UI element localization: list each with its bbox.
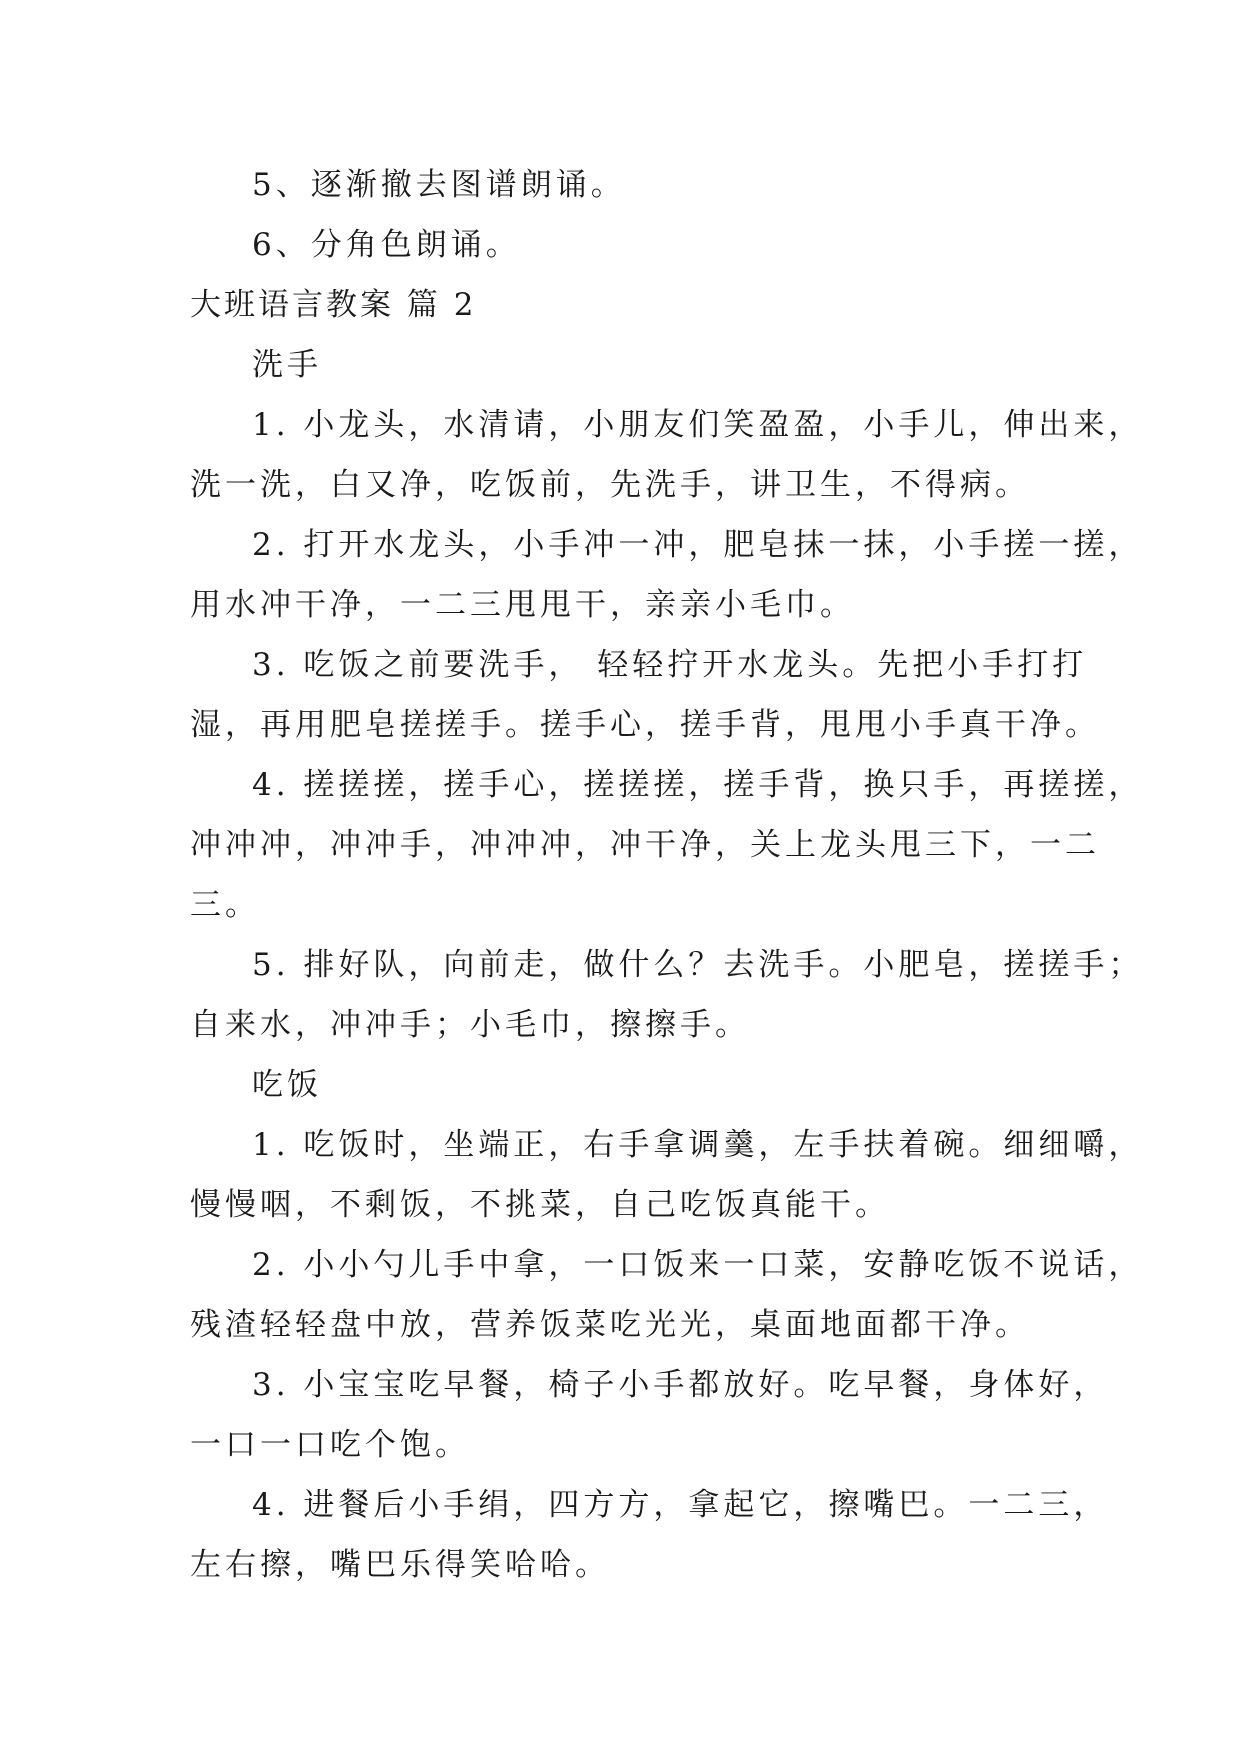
washing-paragraph-3-line-2: 湿，再用肥皂搓搓手。搓手心，搓手背，甩甩小手真干净。	[190, 707, 1100, 743]
washing-heading: 洗手	[252, 347, 322, 383]
eating-paragraph-1-line-2: 慢慢咽，不剩饭，不挑菜，自己吃饭真能干。	[190, 1187, 890, 1223]
washing-paragraph-5-line-1: 5. 排好队，向前走，做什么？去洗手。小肥皂，搓搓手；	[252, 947, 1144, 983]
washing-paragraph-2-line-2: 用水冲干净，一二三甩甩干，亲亲小毛巾。	[190, 587, 855, 623]
washing-paragraph-1-line-1: 1. 小龙头，水清请，小朋友们笑盈盈，小手儿，伸出来，	[252, 407, 1144, 443]
washing-paragraph-2-line-1: 2. 打开水龙头，小手冲一冲，肥皂抹一抹，小手搓一搓，	[252, 527, 1144, 563]
washing-paragraph-3-line-1: 3. 吃饭之前要洗手， 轻轻拧开水龙头。先把小手打打	[252, 647, 1088, 683]
washing-paragraph-4-line-2: 冲冲冲，冲冲手，冲冲冲，冲干净，关上龙头甩三下，一二	[190, 827, 1100, 863]
eating-paragraph-3-line-2: 一口一口吃个饱。	[190, 1427, 470, 1463]
eating-heading: 吃饭	[252, 1067, 322, 1103]
eating-paragraph-2-line-2: 残渣轻轻盘中放，营养饭菜吃光光，桌面地面都干净。	[190, 1307, 1030, 1343]
eating-paragraph-3-line-1: 3. 小宝宝吃早餐，椅子小手都放好。吃早餐，身体好，	[252, 1367, 1109, 1403]
eating-paragraph-2-line-1: 2. 小小勺儿手中拿，一口饭来一口菜，安静吃饭不说话，	[252, 1247, 1144, 1283]
washing-paragraph-4-line-3: 三。	[190, 887, 260, 923]
washing-paragraph-5-line-2: 自来水，冲冲手；小毛巾，擦擦手。	[190, 1007, 750, 1043]
eating-paragraph-1-line-1: 1. 吃饭时，坐端正，右手拿调羹，左手扶着碗。细细嚼，	[252, 1127, 1144, 1163]
step-6-text: 6、分角色朗诵。	[252, 227, 521, 263]
washing-paragraph-4-line-1: 4. 搓搓搓，搓手心，搓搓搓，搓手背，换只手，再搓搓，	[252, 767, 1144, 803]
eating-paragraph-4-line-2: 左右擦，嘴巴乐得笑哈哈。	[190, 1547, 610, 1583]
eating-paragraph-4-line-1: 4. 进餐后小手绢，四方方，拿起它，擦嘴巴。一二三，	[252, 1487, 1109, 1523]
section-title: 大班语言教案 篇 2	[190, 287, 477, 323]
step-5-text: 5、逐渐撤去图谱朗诵。	[252, 167, 626, 203]
washing-paragraph-1-line-2: 洗一洗，白又净，吃饭前，先洗手，讲卫生，不得病。	[190, 467, 1030, 503]
